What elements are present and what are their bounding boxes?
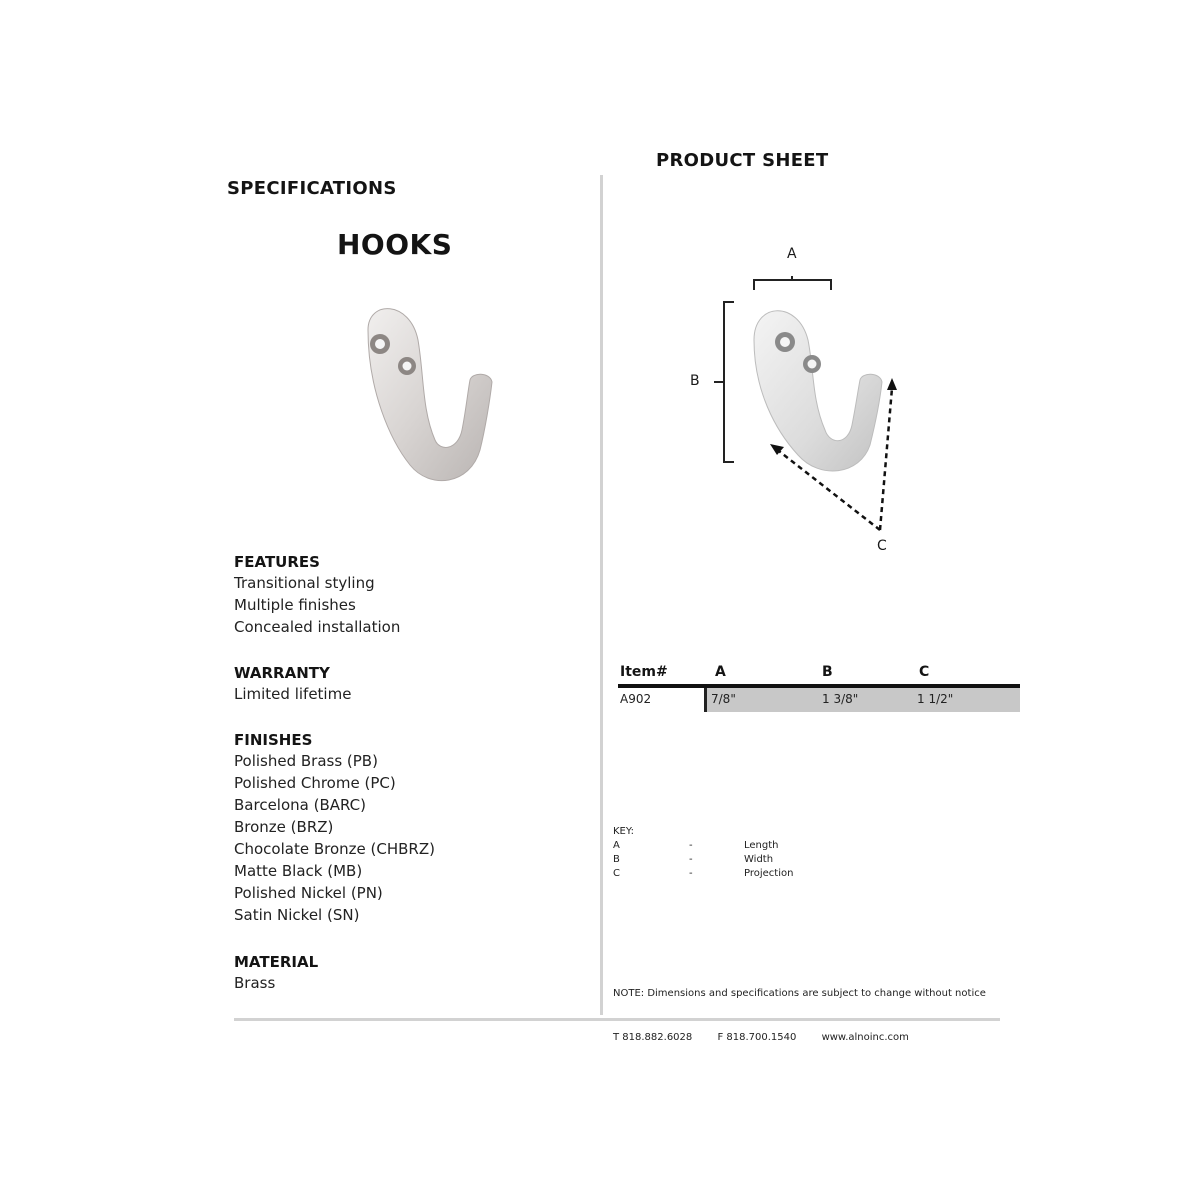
phone-number: T 818.882.6028 (613, 1032, 693, 1043)
features-heading: FEATURES (234, 553, 320, 571)
key-label: Width (744, 854, 774, 865)
table-row (618, 688, 1020, 712)
contact-footer (613, 1032, 931, 1043)
material-section (234, 953, 318, 994)
finishes-section (234, 731, 435, 926)
finishes-heading: FINISHES (234, 731, 313, 749)
material-heading: MATERIAL (234, 953, 319, 971)
finish-item: Polished Brass (PB) (234, 752, 378, 770)
row-shade (704, 688, 1020, 712)
key-sep: - (689, 868, 693, 879)
cell-a: 7/8" (711, 692, 736, 706)
finish-item: Barcelona (BARC) (234, 796, 367, 814)
dimension-label-a: A (787, 246, 797, 262)
finish-item: Satin Nickel (SN) (234, 906, 360, 924)
warranty-heading: WARRANTY (234, 664, 330, 682)
key-label: Projection (744, 868, 794, 879)
warranty-section (234, 664, 351, 705)
header-a: A (715, 664, 726, 680)
website-link[interactable]: www.alnoinc.com (821, 1032, 909, 1043)
hook-dimension-icon (680, 240, 920, 560)
hook-image-icon (340, 290, 505, 490)
finish-item: Polished Nickel (PN) (234, 884, 383, 902)
key-letter: B (613, 854, 620, 865)
feature-item: Transitional styling (234, 574, 375, 592)
dimension-label-b: B (690, 373, 700, 389)
product-title: HOOKS (337, 228, 453, 261)
dimension-diagram (680, 240, 920, 560)
cell-c: 1 1/2" (917, 692, 954, 706)
header-c: C (919, 664, 930, 680)
product-photo (340, 290, 505, 490)
features-section (234, 553, 400, 638)
warranty-item: Limited lifetime (234, 685, 352, 703)
cell-item: A902 (620, 692, 652, 706)
feature-item: Concealed installation (234, 618, 401, 636)
key-letter: C (613, 868, 620, 879)
finish-item: Matte Black (MB) (234, 862, 363, 880)
footer-divider (234, 1018, 1000, 1021)
cell-b: 1 3/8" (822, 692, 859, 706)
product-sheet-heading: PRODUCT SHEET (656, 150, 829, 171)
table-header (618, 664, 1020, 684)
material-item: Brass (234, 974, 276, 992)
feature-item: Multiple finishes (234, 596, 356, 614)
finish-item: Polished Chrome (PC) (234, 774, 396, 792)
key-sep: - (689, 854, 693, 865)
dimension-table (618, 664, 1020, 712)
key-label: Length (744, 840, 779, 851)
finish-item: Chocolate Bronze (CHBRZ) (234, 840, 435, 858)
key-letter: A (613, 840, 620, 851)
header-b: B (822, 664, 833, 680)
finish-item: Bronze (BRZ) (234, 818, 334, 836)
column-divider (600, 175, 603, 1015)
key-heading: KEY: (613, 826, 635, 837)
fax-number: F 818.700.1540 (717, 1032, 797, 1043)
specifications-heading: SPECIFICATIONS (227, 178, 397, 199)
disclaimer-note: NOTE: Dimensions and specifications are subject to change without notice (613, 988, 986, 999)
key-sep: - (689, 840, 693, 851)
dimension-label-c: C (877, 538, 887, 554)
header-item: Item# (620, 664, 668, 680)
